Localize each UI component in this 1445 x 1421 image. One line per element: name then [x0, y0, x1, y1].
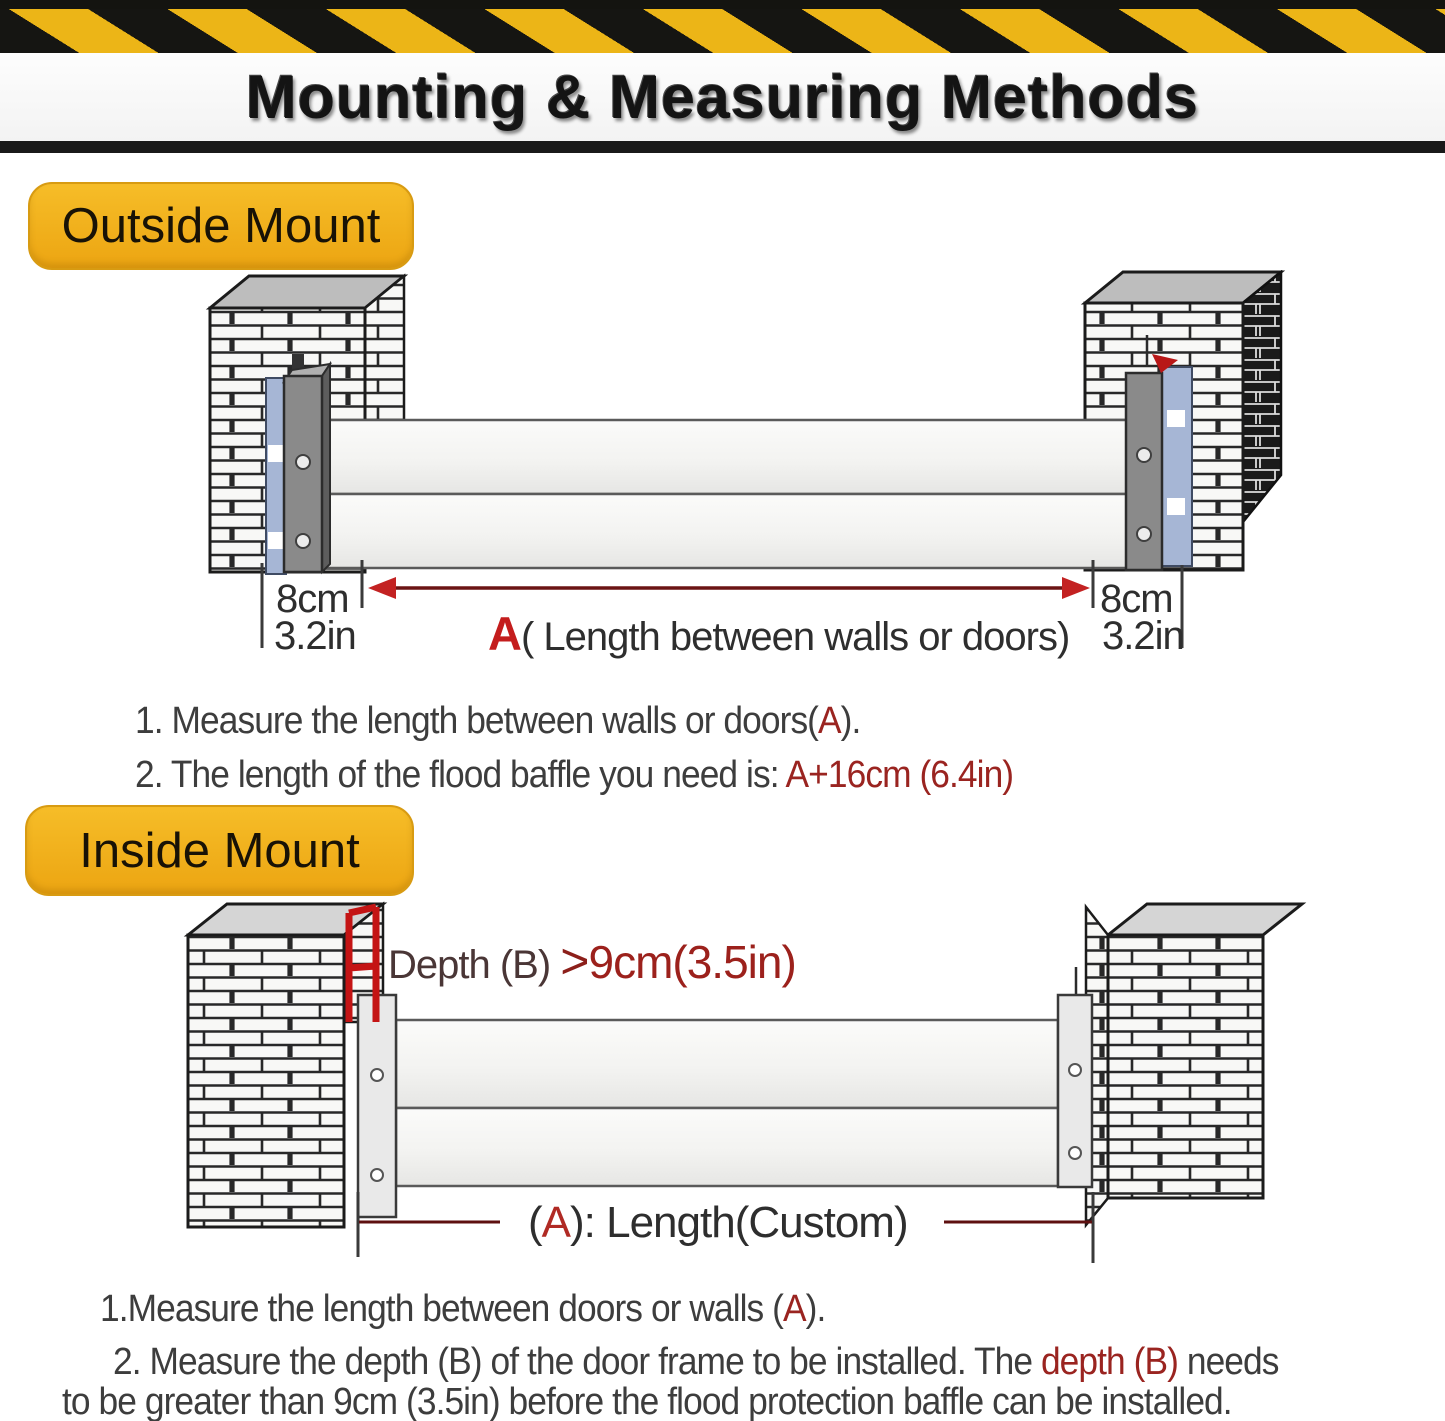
title-band [0, 53, 1445, 141]
screw-hole [1069, 1147, 1081, 1159]
custom-length-label: (A): Length(Custom) [528, 1198, 908, 1247]
left-offset-cm-label: 8cm [276, 577, 349, 621]
inside-step-2: 2. Measure the depth (B) of the door frame to be installed. The depth (B) needs [113, 1341, 1279, 1383]
inside-step-2-cont: to be greater than 9cm (3.5in) before the flood protection baffle can be installed. [62, 1381, 1232, 1421]
inside-mount-badge [25, 805, 414, 896]
depth-requirement-label: Depth (B) >9cm(3.5in) [388, 933, 796, 989]
outside-step-2: 2. The length of the flood baffle you need is: A+16cm (6.4in) [135, 754, 1014, 796]
screw-hole [1137, 527, 1151, 541]
outside-step-1: 1. Measure the length between walls or doors(A). [135, 700, 861, 742]
screw-hole [371, 1169, 383, 1181]
screw-hole [371, 1069, 383, 1081]
top-black-strip [0, 0, 1445, 9]
span-letter: A [488, 607, 521, 660]
screw-hole [296, 455, 310, 469]
arrowhead-right [1062, 577, 1090, 599]
page-title: Mounting & Measuring Methods [245, 63, 1200, 131]
arrowhead-left [368, 577, 396, 599]
inside-step-1: 1.Measure the length between doors or walls (A). [100, 1288, 826, 1330]
flood-barrier-panels [323, 420, 1140, 568]
screw-hole [1069, 1064, 1081, 1076]
screw-hole [296, 534, 310, 548]
title-underline-bar [0, 141, 1445, 153]
span-length-label [488, 606, 1069, 661]
outside-mount-badge [28, 182, 414, 270]
flood-barrier-panels [396, 1020, 1058, 1186]
right-offset-in-label: 3.2in [1102, 614, 1184, 658]
screw-hole [1137, 448, 1151, 462]
right-offset-cm-label: 8cm [1100, 577, 1173, 621]
left-channel-bracket [266, 364, 330, 574]
outside-mount-badge-label: Outside Mount [61, 199, 381, 253]
left-offset-in-label: 3.2in [274, 614, 356, 658]
left-mounting-plate [358, 995, 396, 1217]
inside-mount-badge-label: Inside Mount [79, 823, 360, 878]
left-pillar [188, 904, 383, 1227]
hazard-stripes [0, 9, 1445, 53]
span-text: ( Length between walls or doors) [520, 615, 1070, 659]
right-mounting-plate [1058, 967, 1092, 1187]
right-channel-bracket [1126, 354, 1192, 570]
right-pillar [1086, 904, 1302, 1225]
